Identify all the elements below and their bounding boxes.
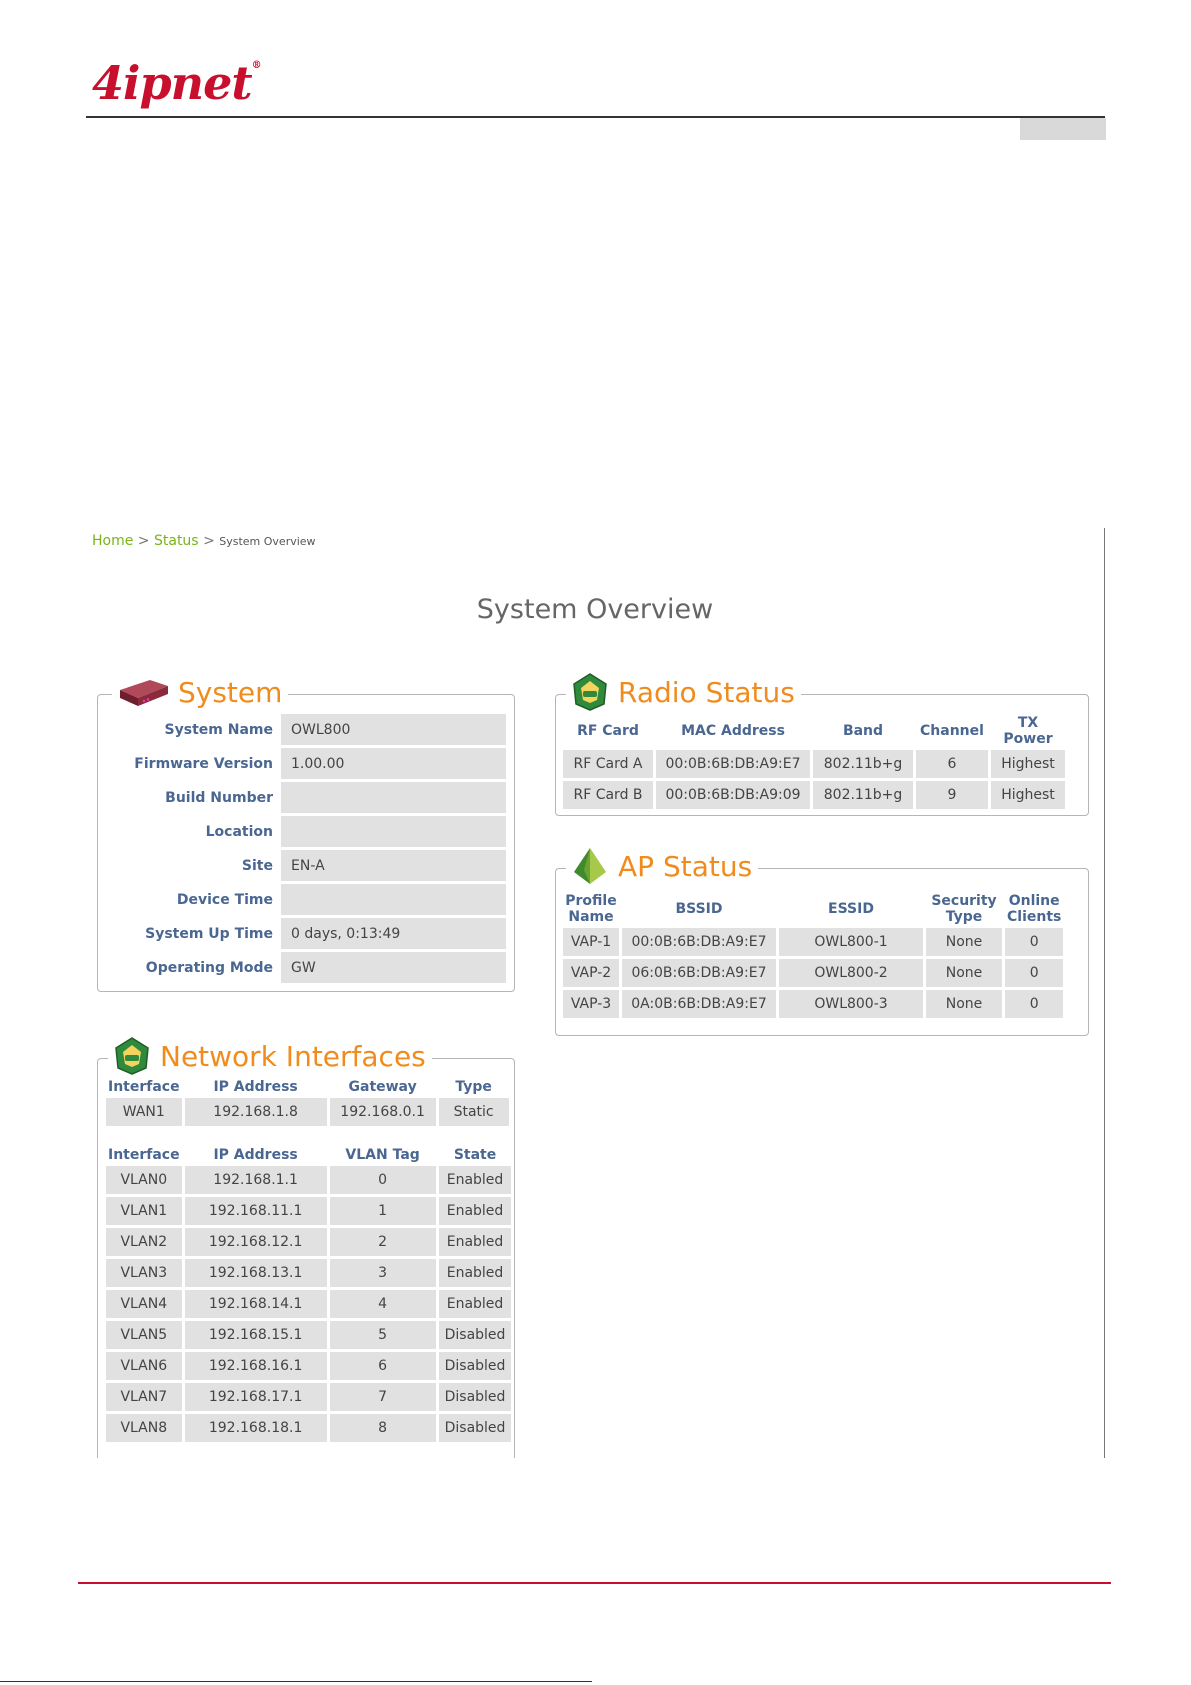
row-label: System Name [164, 721, 273, 738]
table-cell: 192.168.11.1 [185, 1197, 327, 1225]
column-header: Band [842, 723, 884, 739]
table-cell: 192.168.16.1 [185, 1352, 327, 1380]
table-row [106, 1383, 511, 1411]
router-device-icon [116, 674, 170, 710]
network-interfaces-title: Network Interfaces [160, 1039, 426, 1073]
table-cell: VLAN5 [106, 1321, 182, 1349]
table-cell: Enabled [439, 1166, 512, 1194]
table-cell: 0 [330, 1166, 436, 1194]
table-row [106, 1290, 511, 1318]
table-cell: RF Card B [563, 781, 653, 809]
network-interfaces-header [108, 1034, 432, 1078]
table-cell: None [926, 959, 1002, 987]
header-page-tab [1020, 118, 1106, 140]
table-cell: 192.168.0.1 [330, 1098, 436, 1126]
table-row [106, 748, 506, 779]
table-cell: Enabled [439, 1290, 512, 1318]
column-header: Profile Name [565, 893, 617, 925]
row-label: Firmware Version [134, 755, 273, 772]
table-cell: VAP-2 [563, 959, 619, 987]
row-value [281, 884, 506, 915]
table-cell: Static [439, 1098, 509, 1126]
table-cell: 2 [330, 1228, 436, 1256]
network-badge-icon [112, 1036, 152, 1076]
table-cell: 1 [330, 1197, 436, 1225]
table-cell: Disabled [439, 1352, 512, 1380]
radio-status-header [566, 670, 801, 714]
row-label: Device Time [176, 891, 273, 908]
column-header: Gateway [348, 1079, 417, 1095]
column-header: Type [455, 1079, 492, 1095]
table-cell: 3 [330, 1259, 436, 1287]
table-cell: Enabled [439, 1228, 512, 1256]
table-cell: OWL800-2 [779, 959, 923, 987]
footer-rule [78, 1582, 1111, 1584]
table-cell: 6 [916, 750, 988, 778]
table-row [106, 1098, 509, 1126]
column-header: BSSID [675, 901, 723, 917]
table-row [106, 850, 506, 881]
table-row [106, 1321, 511, 1349]
table-cell: 06:0B:6B:DB:A9:E7 [622, 959, 776, 987]
table-cell: VLAN0 [106, 1166, 182, 1194]
system-title: System [178, 675, 283, 709]
system-overview-screen [86, 528, 1105, 1458]
table-cell: VLAN3 [106, 1259, 182, 1287]
table-cell: 6 [330, 1352, 436, 1380]
table-row [106, 1259, 511, 1287]
breadcrumb: Home > Status > System Overview [92, 533, 316, 549]
row-value: 1.00.00 [281, 748, 506, 779]
table-row [106, 782, 506, 813]
table-cell: 8 [330, 1414, 436, 1442]
column-header: TX Power [1003, 715, 1053, 747]
table-cell: 0 [1005, 959, 1063, 987]
table-cell: 192.168.1.1 [185, 1166, 327, 1194]
table-cell: 192.168.13.1 [185, 1259, 327, 1287]
table-header-row [563, 893, 1063, 925]
table-row [106, 884, 506, 915]
table-cell: 5 [330, 1321, 436, 1349]
row-value: OWL800 [281, 714, 506, 745]
table-cell: 192.168.18.1 [185, 1414, 327, 1442]
table-cell: VLAN1 [106, 1197, 182, 1225]
table-row [106, 1197, 511, 1225]
breadcrumb-home[interactable]: Home [92, 533, 134, 549]
ap-status-title: AP Status [618, 849, 753, 883]
row-value [281, 782, 506, 813]
table-cell: 802.11b+g [813, 750, 913, 778]
table-cell: VLAN4 [106, 1290, 182, 1318]
table-cell: 4 [330, 1290, 436, 1318]
column-header: Interface [108, 1147, 180, 1163]
table-cell: Highest [991, 750, 1065, 778]
table-cell: 802.11b+g [813, 781, 913, 809]
table-cell: VLAN8 [106, 1414, 182, 1442]
table-row [563, 750, 1065, 778]
table-row [106, 918, 506, 949]
table-header-row [106, 1147, 511, 1163]
table-cell: Disabled [439, 1414, 512, 1442]
table-cell: 192.168.1.8 [185, 1098, 327, 1126]
breadcrumb-current: System Overview [219, 535, 316, 548]
table-cell: Disabled [439, 1321, 512, 1349]
column-header: MAC Address [681, 723, 785, 739]
table-cell: Highest [991, 781, 1065, 809]
table-cell: VAP-3 [563, 990, 619, 1018]
table-row [106, 816, 506, 847]
table-row [106, 1414, 511, 1442]
table-cell: 0 [1005, 928, 1063, 956]
wan-table [103, 1076, 512, 1129]
row-label: Location [205, 823, 273, 840]
column-header: Online Clients [1007, 893, 1062, 925]
row-label: Operating Mode [145, 959, 273, 976]
table-cell: VAP-1 [563, 928, 619, 956]
system-info-table [106, 711, 506, 986]
table-cell: 00:0B:6B:DB:A9:E7 [656, 750, 810, 778]
table-header-row [563, 715, 1065, 747]
table-cell: 9 [916, 781, 988, 809]
table-row [106, 952, 506, 983]
table-cell: 0 [1005, 990, 1063, 1018]
table-cell: Enabled [439, 1197, 512, 1225]
table-cell: 0A:0B:6B:DB:A9:E7 [622, 990, 776, 1018]
table-cell: VLAN6 [106, 1352, 182, 1380]
column-header: RF Card [577, 723, 639, 739]
table-cell: 192.168.14.1 [185, 1290, 327, 1318]
header-rule [86, 116, 1105, 118]
brand-logo: 4ipnet® [92, 56, 261, 110]
breadcrumb-status[interactable]: Status [153, 533, 199, 549]
table-header-row [106, 1079, 509, 1095]
ap-pyramid-icon [570, 846, 610, 886]
row-value: GW [281, 952, 506, 983]
column-header: Security Type [931, 893, 997, 925]
table-row [563, 990, 1063, 1018]
row-value: 0 days, 0:13:49 [281, 918, 506, 949]
table-cell: OWL800-1 [779, 928, 923, 956]
row-label: Site [241, 857, 273, 874]
table-cell: RF Card A [563, 750, 653, 778]
table-cell: None [926, 990, 1002, 1018]
table-cell: 192.168.17.1 [185, 1383, 327, 1411]
table-cell: 7 [330, 1383, 436, 1411]
column-header: IP Address [213, 1079, 298, 1095]
table-cell: 192.168.12.1 [185, 1228, 327, 1256]
column-header: IP Address [213, 1147, 298, 1163]
table-cell: WAN1 [106, 1098, 182, 1126]
table-cell: 00:0B:6B:DB:A9:09 [656, 781, 810, 809]
row-value [281, 816, 506, 847]
row-value: EN-A [281, 850, 506, 881]
radio-badge-icon [570, 672, 610, 712]
table-cell: Disabled [439, 1383, 512, 1411]
system-panel-header [112, 670, 288, 714]
table-cell: Enabled [439, 1259, 512, 1287]
radio-status-table [560, 712, 1068, 812]
page-title: System Overview [476, 594, 714, 625]
row-label: Build Number [165, 789, 273, 806]
row-label: System Up Time [145, 925, 273, 942]
ap-status-table [560, 890, 1066, 1021]
radio-status-title: Radio Status [618, 675, 795, 709]
table-cell: VLAN7 [106, 1383, 182, 1411]
table-row [106, 1166, 511, 1194]
table-cell: VLAN2 [106, 1228, 182, 1256]
table-cell: 00:0B:6B:DB:A9:E7 [622, 928, 776, 956]
table-row [563, 959, 1063, 987]
column-header: ESSID [828, 901, 874, 917]
table-cell: 192.168.15.1 [185, 1321, 327, 1349]
table-cell: OWL800-3 [779, 990, 923, 1018]
table-row [106, 1352, 511, 1380]
column-header: VLAN Tag [345, 1147, 420, 1163]
column-header: Channel [920, 723, 984, 739]
ap-status-header [566, 844, 758, 888]
column-header: State [453, 1147, 497, 1163]
table-row [563, 928, 1063, 956]
table-row [106, 714, 506, 745]
table-row [106, 1228, 511, 1256]
column-header: Interface [108, 1079, 180, 1095]
vlan-table [103, 1144, 514, 1445]
table-cell: None [926, 928, 1002, 956]
footnote-rule [0, 1681, 592, 1682]
table-row [563, 781, 1065, 809]
